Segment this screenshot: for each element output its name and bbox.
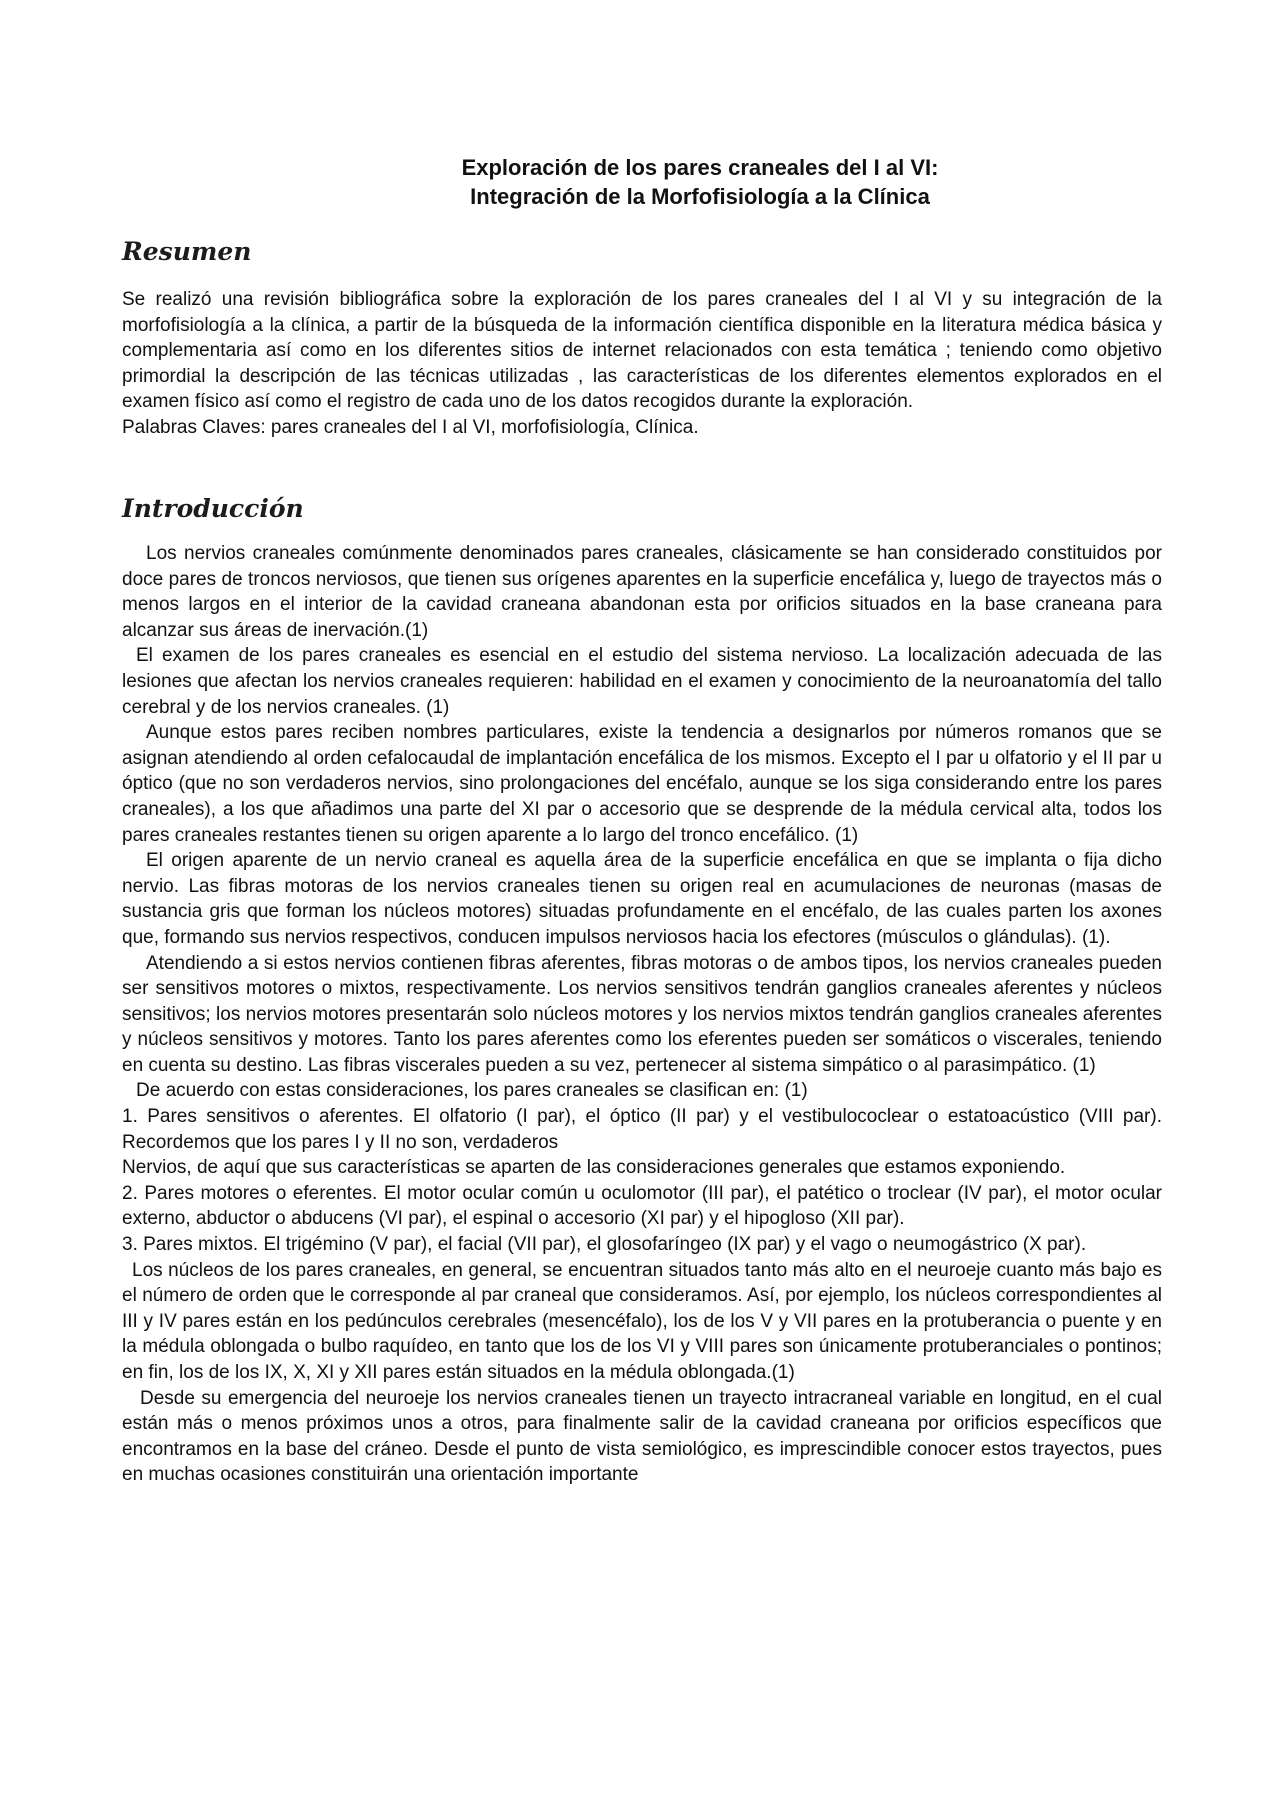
intro-paragraph: Aunque estos pares reciben nombres particulares, existe la tendencia a designarlos por números romanos que se asignan atendiendo al orden cefalocaudal de implantación encefálica de los mismos. Excepto el I par u olfatorio y el II par u óptico (que no son verdaderos nervios, sino prolongaciones del encéfalo, aunque se los siga considerando entre los pares craneales), a los que añadimos una parte del XI par o accesorio que se desprende de la médula cervical alta, todos los pares craneales restantes tienen su origen aparente a lo largo del tronco encefálico. (1) <box>122 722 1162 846</box>
resumen-section <box>122 287 1162 441</box>
document-title <box>0 153 1280 211</box>
keywords-line: Palabras Claves: pares craneales del I al VI, morfofisiología, Clínica. <box>122 416 699 438</box>
resumen-heading: Resumen <box>122 237 252 266</box>
title-line-1: Exploración de los pares craneales del I al VI: <box>461 155 939 180</box>
intro-paragraph: El examen de los pares craneales es esencial en el estudio del sistema nervioso. La localización adecuada de las lesiones que afectan los nervios craneales requieren: habilidad en el examen y conocimiento de la neuroanatomía del tallo cerebral y de los nervios craneales. (1) <box>122 645 1162 718</box>
classification-item: 1. Pares sensitivos o aferentes. El olfatorio (I par), el óptico (II par) y el vestibulococlear o estatoacústico (VIII par). Recordemos que los pares I y II no son, verdaderos <box>122 1106 1162 1153</box>
introduccion-heading: Introducción <box>122 494 304 523</box>
classification-item-continuation: Nervios, de aquí que sus características se aparten de las consideraciones generales que estamos exponiendo. <box>122 1157 1066 1179</box>
title-line-2: Integración de la Morfofisiología a la Clínica <box>470 184 930 209</box>
introduccion-section <box>122 541 1162 1488</box>
classification-item: 3. Pares mixtos. El trigémino (V par), el facial (VII par), el glosofaríngeo (IX par) y el vago o neumogástrico (X par). <box>122 1234 1087 1256</box>
resumen-body: Se realizó una revisión bibliográfica sobre la exploración de los pares craneales del I al VI y su integración de la morfofisiología a la clínica, a partir de la búsqueda de la información científica disponible en la literatura médica básica y complementaria así como en los diferentes sitios de internet relacionados con esta temática ; teniendo como objetivo primordial la descripción de las técnicas utilizadas , las características de los diferentes elementos explorados en el examen físico así como el registro de cada uno de los datos recogidos durante la exploración. <box>122 289 1162 413</box>
intro-paragraph: Desde su emergencia del neuroeje los nervios craneales tienen un trayecto intracraneal variable en longitud, en el cual están más o menos próximos unos a otros, para finalmente salir de la cavidad craneana por orificios específicos que encontramos en la base del cráneo. Desde el punto de vista semiológico, es imprescindible conocer estos trayectos, pues en muchas ocasiones constituirán una orientación importante <box>122 1387 1162 1486</box>
intro-paragraph: El origen aparente de un nervio craneal es aquella área de la superficie encefálica en que se implanta o fija dicho nervio. Las fibras motoras de los nervios craneales tienen su origen real en acumulaciones de neuronas (masas de sustancia gris que forman los núcleos motores) situadas profundamente en el encéfalo, de las cuales parten los axones que, formando sus nervios respectivos, conducen impulsos nerviosos hacia los efectores (músculos o glándulas). (1). <box>122 850 1162 948</box>
intro-paragraph: Atendiendo a si estos nervios contienen fibras aferentes, fibras motoras o de ambos tipos, los nervios craneales pueden ser sensitivos motores o mixtos, respectivamente. Los nervios sensitivos tendrán ganglios craneales aferentes y núcleos sensitivos; los nervios motores presentarán solo núcleos motores y los nervios mixtos tendrán ganglios craneales aferentes y núcleos sensitivos y motores. Tanto los pares aferentes como los eferentes pueden ser somáticos o viscerales, teniendo en cuenta su destino. Las fibras viscerales pueden a su vez, pertenecer al sistema simpático o al parasimpático. (1) <box>122 952 1162 1076</box>
classification-item: 2. Pares motores o eferentes. El motor ocular común u oculomotor (III par), el patético o troclear (IV par), el motor ocular externo, abductor o abducens (VI par), el espinal o accesorio (XI par) y el hipogloso (XII par). <box>122 1182 1162 1230</box>
intro-paragraph: Los núcleos de los pares craneales, en general, se encuentran situados tanto más alto en el neuroeje cuanto más bajo es el número de orden que le corresponde al par craneal que consideramos. Así, por ejemplo, los núcleos correspondientes al III y IV pares están en los pedúnculos cerebrales (mesencéfalo), los de los V y VII pares en la protuberancia o puente y en la médula oblongada o bulbo raquídeo, en tanto que los de los VI y VIII pares son únicamente protuberanciales o pontinos; en fin, los de los IX, X, XI y XII pares están situados en la médula oblongada.(1) <box>122 1259 1162 1383</box>
intro-paragraph: De acuerdo con estas consideraciones, los pares craneales se clasifican en: (1) <box>136 1080 808 1102</box>
intro-paragraph: Los nervios craneales comúnmente denominados pares craneales, clásicamente se han considerado constituidos por doce pares de troncos nerviosos, que tienen sus orígenes aparentes en la superficie encefálica y, luego de trayectos más o menos largos en el interior de la cavidad craneana abandonan esta por orificios situados en la base craneana para alcanzar sus áreas de inervación.(1) <box>122 543 1162 641</box>
